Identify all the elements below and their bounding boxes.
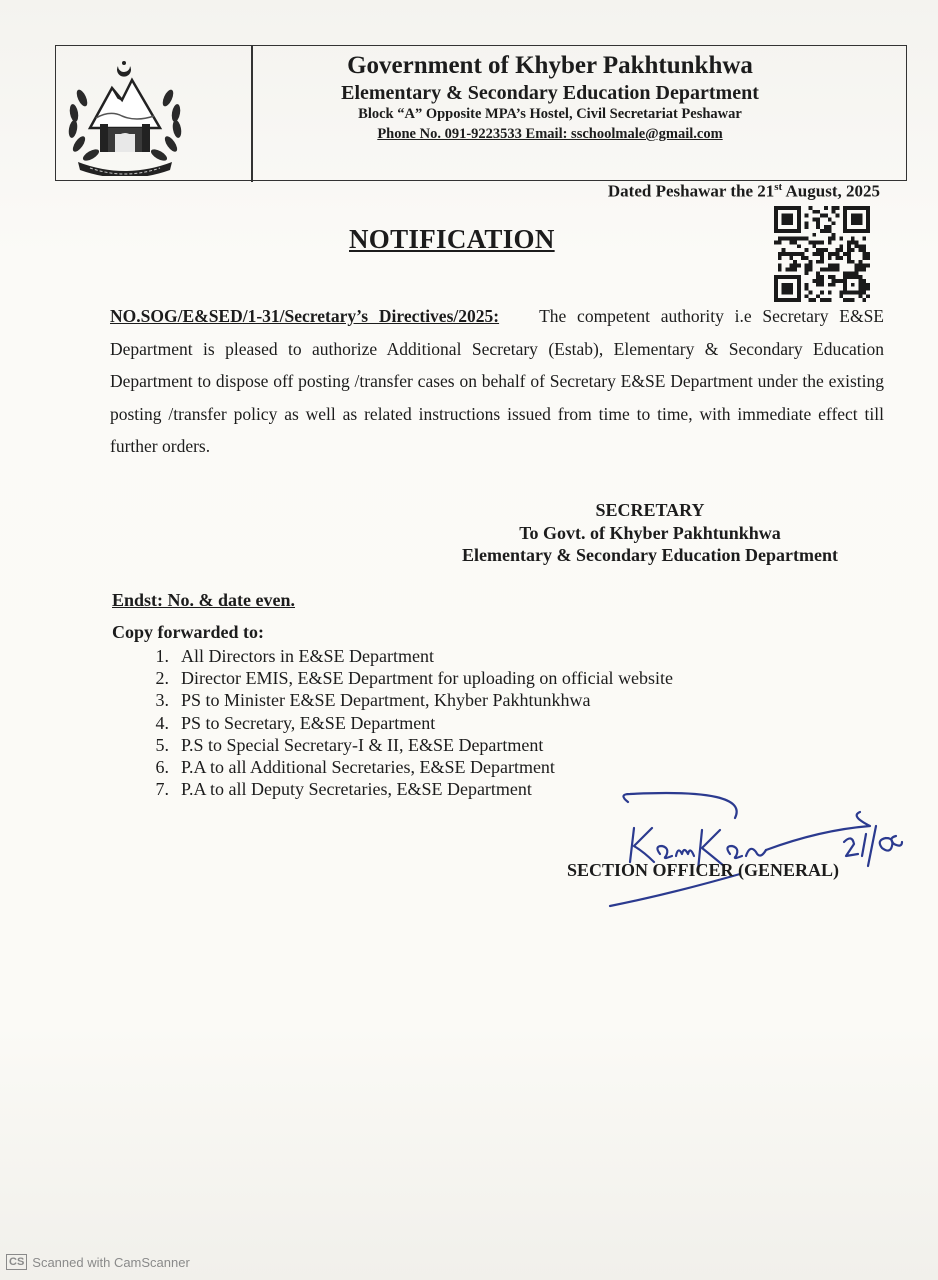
copy-list-item <box>112 756 673 778</box>
copy-list-number: 7. <box>155 779 169 800</box>
copy-list-number: 1. <box>155 646 169 666</box>
signatory-government: To Govt. of Khyber Pakhtunkhwa <box>519 523 781 543</box>
section-officer-title: SECTION OFFICER (GENERAL) <box>567 860 840 880</box>
copy-forwarded-label: Copy forwarded to: <box>112 622 264 642</box>
copy-forwarded-list <box>112 645 673 800</box>
copy-list-text: PS to Secretary, E&SE Department <box>181 712 436 733</box>
copy-list-item <box>112 734 673 756</box>
copy-list-text: PS to Minister E&SE Department, Khyber Pakhtunkhwa <box>181 690 591 711</box>
notification-body-text: The competent authority i.e Secretary E&SE Department is pleased to authorize Additional Secretary (Estab), Elementary & Secondary Education Department to dispose off posting /transfer cases on behalf of Secretary E&SE Department under the existing posting /transfer policy as well as related instructions issued from time to time, with immediate effect till further orders. <box>110 306 884 456</box>
handwritten-signature-icon <box>590 790 920 915</box>
notification-body <box>110 300 884 463</box>
signatory-designation: SECRETARY <box>595 500 705 520</box>
endorsement-line: Endst: No. & date even. <box>112 590 295 610</box>
signatory-department: Elementary & Secondary Education Department <box>462 545 838 565</box>
date-prefix: Dated Peshawar the 21 <box>607 181 775 201</box>
copy-list-number: 6. <box>155 756 169 777</box>
copy-list-number: 5. <box>155 734 169 755</box>
copy-list-number: 4. <box>155 712 169 733</box>
date-ordinal-suffix: st <box>774 181 783 193</box>
copy-list-item <box>112 689 673 711</box>
copy-list-text: P.A to all Deputy Secretaries, E&SE Department <box>181 779 532 800</box>
date-rest: August, 2025 <box>782 181 880 201</box>
letterhead-title: Government of Khyber Pakhtunkhwa <box>347 52 753 79</box>
letterhead-contact: Phone No. 091-9223533 Email: sschoolmale@gmail.com <box>377 126 723 142</box>
letterhead-department: Elementary & Secondary Education Department <box>341 82 759 104</box>
copy-list-text: P.S to Special Secretary-I & II, E&SE Department <box>181 734 544 755</box>
copy-list-text: P.A to all Additional Secretaries, E&SE Department <box>181 756 555 777</box>
camscanner-logo-icon: CS <box>6 1254 27 1270</box>
copy-list-number: 3. <box>155 690 169 711</box>
notification-title: NOTIFICATION <box>349 224 555 254</box>
copy-list-item <box>112 712 673 734</box>
copy-list-item <box>112 667 673 689</box>
copy-list-number: 2. <box>155 668 169 689</box>
qr-code-icon <box>772 206 872 302</box>
kp-government-emblem-icon <box>60 58 190 176</box>
copy-list-text: All Directors in E&SE Department <box>181 646 434 666</box>
copy-list-item <box>112 778 673 800</box>
copy-list-text: Director EMIS, E&SE Department for uploading on official website <box>181 668 674 689</box>
date-line <box>540 181 880 202</box>
letterhead-address: Block “A” Opposite MPA’s Hostel, Civil Secretariat Peshawar <box>358 106 742 122</box>
notification-reference-number: NO.SOG/E&SED/1-31/Secretary’s Directives/2025: <box>110 306 500 326</box>
scanner-watermark <box>0 1254 190 1270</box>
watermark-text: Scanned with CamScanner <box>32 1254 190 1270</box>
copy-list-item <box>112 645 673 667</box>
